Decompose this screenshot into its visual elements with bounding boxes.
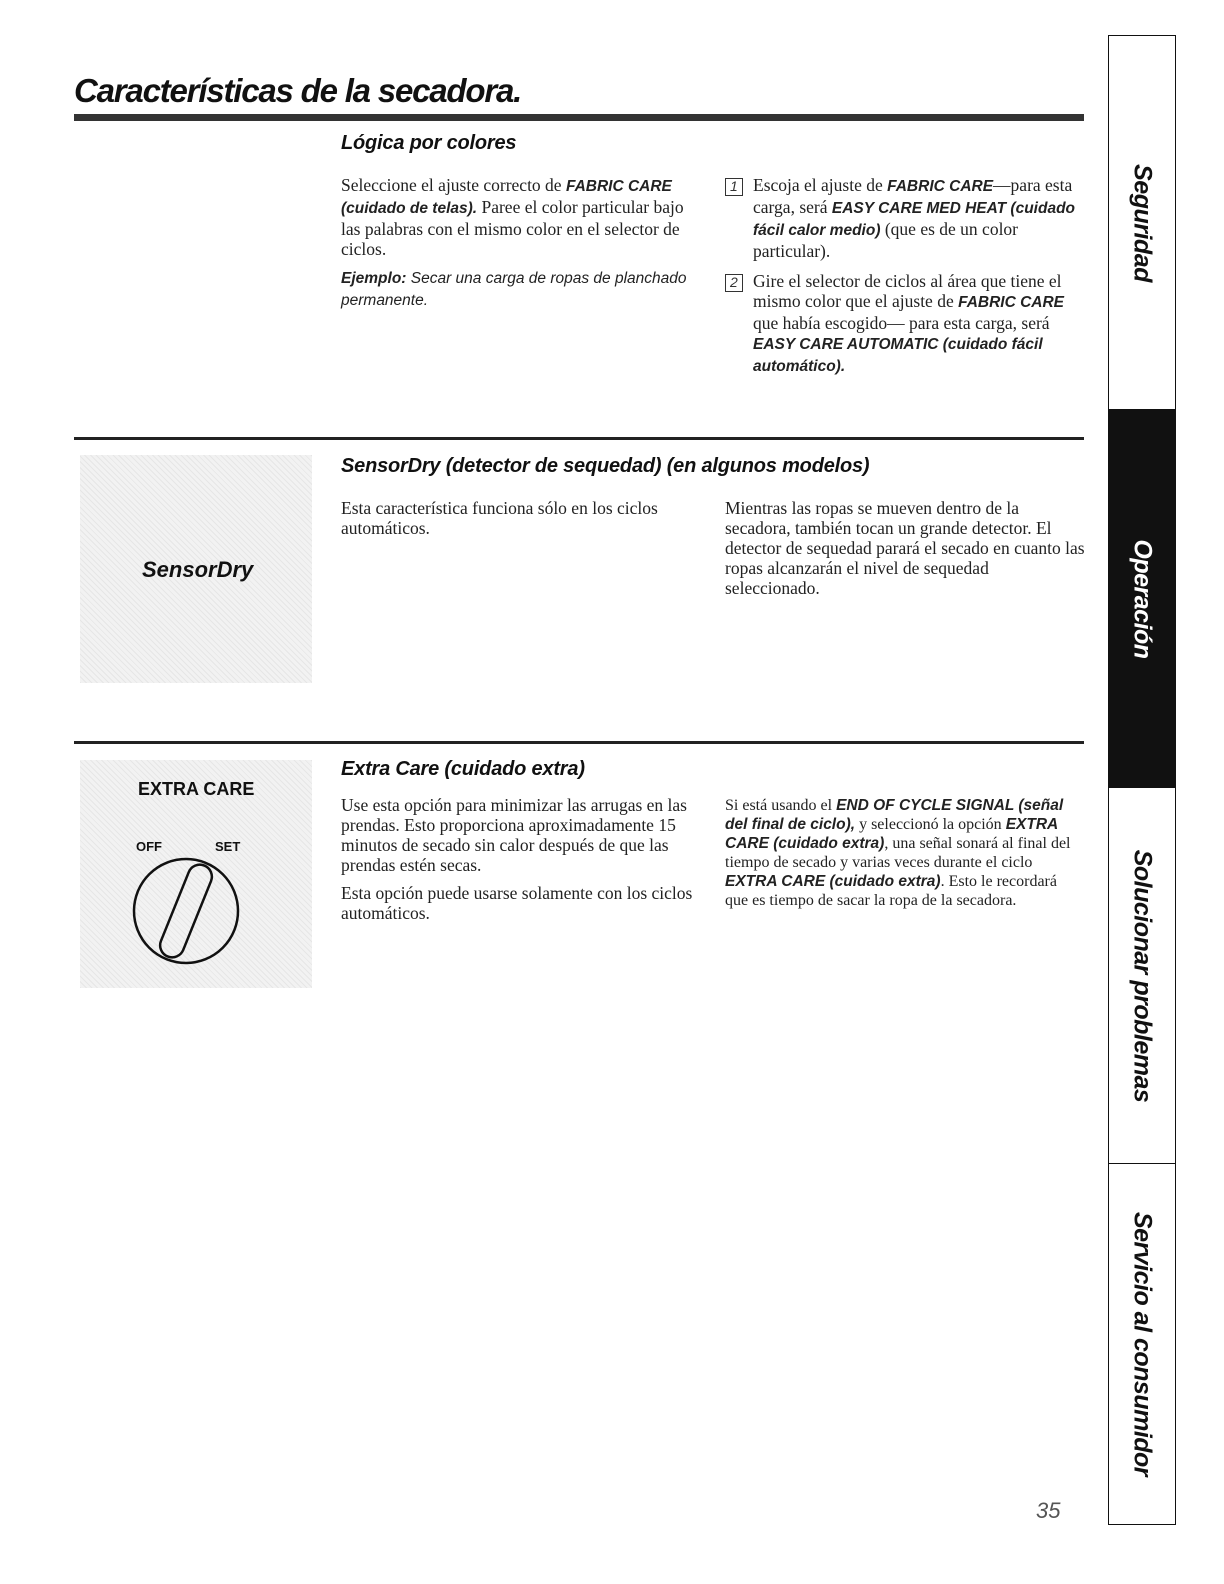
step-2-setting: EASY CARE AUTOMATIC (cuidado fácil automático). [753, 336, 1043, 375]
step-1-text-end: (que es de un color particular). [753, 219, 1019, 261]
extra-care-right-text-c: y seleccionó la opción [855, 816, 1006, 833]
step-2 [723, 271, 1083, 377]
side-tab-bar [1108, 35, 1176, 1525]
tab-solucionar-problemas[interactable] [1109, 788, 1175, 1164]
tab-seguridad-label: Seguridad [1128, 163, 1157, 282]
extra-care-right-paragraph [725, 796, 1080, 910]
tab-operacion-label: Operación [1128, 538, 1157, 659]
sensordry-figure-label: SensorDry [142, 557, 254, 582]
intro-text: Seleccione el ajuste correcto de [341, 175, 566, 195]
example-paragraph [341, 267, 696, 311]
step-1 [723, 175, 1083, 261]
extra-care-term-1: EXTRA CARE (cuidado extra) [725, 816, 1058, 852]
step-1-box-icon [725, 178, 743, 196]
step-2-text: Gire el selector de ciclos al área que tiene el mismo color que el ajuste de [753, 271, 1062, 311]
extra-care-right-text-a: Si está usando el [725, 797, 837, 814]
step-1-number: 1 [730, 178, 738, 194]
end-of-cycle-signal-term: END OF CYCLE SIGNAL (señal del final de ciclo), [725, 797, 1064, 833]
extra-care-figure [80, 760, 312, 988]
sensordry-right-text [725, 498, 1085, 606]
extra-care-knob-icon [128, 856, 246, 966]
step-1-text: Escoja el ajuste de [753, 175, 888, 195]
step-1-setting: EASY CARE MED HEAT (cuidado fácil calor medio) [753, 200, 1076, 239]
color-logic-intro [341, 175, 696, 319]
extra-care-left-text [341, 795, 701, 931]
step-1-text-cont: —para esta carga, será [753, 175, 1073, 217]
extra-care-right-text-e: , una señal sonará al final del tiempo de secado y varias veces durante el ciclo [725, 835, 1071, 871]
extra-care-right-text-g: . Esto le recordará que es tiempo de sacar la ropa de la secadora. [725, 873, 1057, 909]
sensordry-figure [80, 455, 312, 683]
tab-seguridad[interactable] [1109, 36, 1175, 410]
tab-solucionar-problemas-label: Solucionar problemas [1128, 849, 1157, 1102]
title-rule [74, 114, 1084, 121]
extra-care-left-paragraph-2: Esta opción puede usarse solamente con los ciclos automáticos. [341, 883, 693, 923]
step-1-term: FABRIC CARE [887, 178, 994, 195]
extra-care-figure-title: EXTRA CARE [138, 779, 255, 799]
color-logic-steps [723, 175, 1083, 387]
intro-text-cont: Paree el color particular bajo las palabras con el mismo color en el selector de ciclos. [341, 197, 684, 259]
tab-servicio-al-consumidor-label: Servicio al consumidor [1128, 1211, 1157, 1476]
step-2-text-cont: que había escogido— para esta carga, será [753, 313, 1050, 333]
extra-care-term-2: EXTRA CARE (cuidado extra) [725, 873, 941, 890]
tab-operacion[interactable] [1109, 410, 1175, 788]
step-2-term: FABRIC CARE [958, 294, 1065, 311]
extra-care-right-text [725, 796, 1080, 918]
example-text: Secar una carga de ropas de planchado permanente. [341, 270, 687, 309]
sensordry-left-text [341, 498, 696, 546]
color-logic-intro-paragraph [341, 175, 696, 259]
sensordry-right-paragraph: Mientras las ropas se mueven dentro de la secadora, también tocan un grande detector. El detector de sequedad parará el secado en cuanto las ropas alcanzarán el nivel de sequedad seleccionado. [725, 498, 1085, 598]
fabric-care-term: FABRIC CARE (cuidado de telas). [341, 178, 672, 217]
extra-care-left-paragraph-1: Use esta opción para minimizar las arrugas en las prendas. Esto proporciona aproximadamente 15 minutos de secado sin calor después de que las prendas estén secas. [341, 795, 687, 875]
extra-care-heading: Extra Care (cuidado extra) [341, 758, 585, 780]
sensordry-left-paragraph: Esta característica funciona sólo en los ciclos automáticos. [341, 498, 658, 538]
color-logic-heading: Lógica por colores [341, 132, 517, 154]
page-number: 35 [1036, 1498, 1061, 1523]
extra-care-set-label: SET [215, 839, 241, 854]
section-rule-2 [74, 741, 1084, 744]
sensordry-heading: SensorDry (detector de sequedad) (en algunos modelos) [341, 455, 870, 477]
step-2-number: 2 [730, 274, 738, 290]
example-label: Ejemplo: [341, 270, 407, 287]
tab-servicio-al-consumidor[interactable] [1109, 1164, 1175, 1523]
section-rule-1 [74, 437, 1084, 440]
step-2-box-icon [725, 274, 743, 292]
page-title: Características de la secadora. [74, 72, 522, 109]
extra-care-off-label: OFF [136, 839, 162, 854]
